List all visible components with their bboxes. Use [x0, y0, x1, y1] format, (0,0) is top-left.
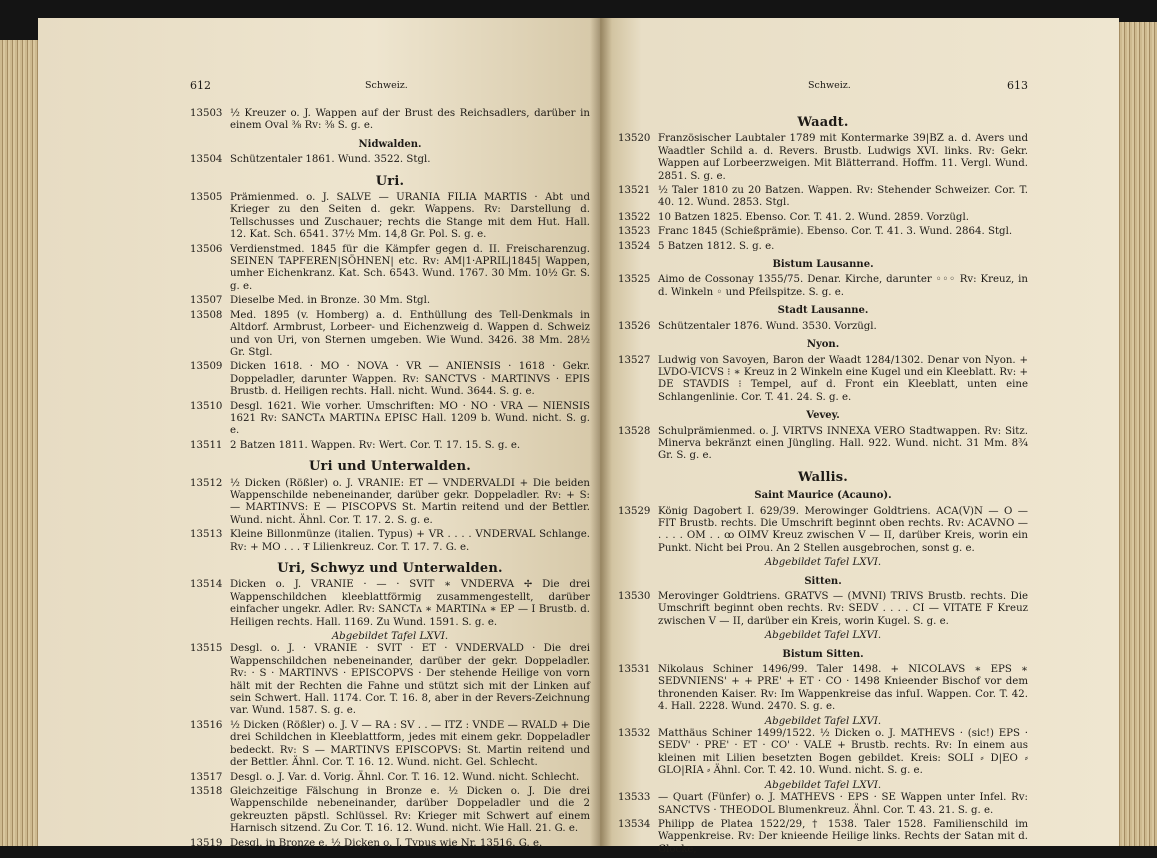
entry-description: — Quart (Fünfer) o. J. MATHEVS · EPS · SE Wappen unter Infel. Rv: SANCTVS · THEODOL Blumenkreuz. Ähnl. Cor. T. 43. 21. S. g. e. [658, 792, 1028, 816]
right-page [600, 18, 1119, 855]
entry-description: Dicken 1618. · MO · NOVA · VR — ANIENSIS · 1618 · Gekr. Doppeladler, darunter Wappen. Rv: SANCTVS · MARTINVS · EPIS Brustb. d. Heiligen rechts. Hall. nicht. Wund. 3644. S. g. e. [230, 361, 590, 398]
catalog-entry [618, 226, 1028, 238]
entry-description: Desgl. o. J. · VRANIE · SVIT · ET · VNDERVALD · Die drei Wappenschildchen nebeneinander, darüber der gekr. Doppeladler. Rv: · S · MARTINVS · EPISCOPVS · Der stehende Heilige von vorn hält mit der Rechten die Fahne und stützt sich mit der Linken auf sein Schwert. Hall. 1174. Cor. T. 16. 8, aber in der Revers-Zeichnung var. Wund. 1587. S. g. e. [230, 643, 590, 717]
catalog-entry [190, 108, 590, 133]
catalog-entry [190, 838, 590, 850]
entry-number: 13505 [190, 192, 223, 204]
catalog-entry [618, 212, 1028, 224]
entry-description: Dieselbe Med. in Bronze. 30 Mm. Stgl. [230, 295, 431, 307]
entry-number: 13528 [618, 425, 651, 437]
entry-description: Verdienstmed. 1845 für die Kämpfer gegen d. II. Freischarenzug. SEINEN TAPFEREN|SÖHNEN| etc. Rv: AM|1·APRIL|1845| Wappen, umher Eichenkranz. Kat. Sch. 6543. Wund. 1767. 30 Mm. 10½ Gr. S. g. e. [230, 243, 590, 292]
entry-description: ½ Dicken (Rößler) o. J. V — RA : SV . . — ITZ : VNDE — RVALD + Die drei Schildchen in Kleeblattform, jedes mit einem gekr. Doppeladler bedeckt. Rv: S — MARTINVS EPISCOPVS: St. Martin reitend und der Bettler. Ähnl. Cor. T. 16. 12. Wund. nicht. Gel. Schlecht. [230, 719, 590, 769]
entry-number: 13525 [618, 274, 651, 286]
catalog-entry [618, 819, 1028, 856]
entry-number: 13512 [190, 477, 223, 489]
plate-reference: Abgebildet Tafel LXVI. [764, 779, 882, 791]
section-heading: Bistum Lausanne. [772, 259, 874, 271]
catalog-entry [618, 321, 1028, 333]
right-page-content [618, 108, 1028, 858]
entry-number: 13523 [618, 226, 651, 238]
catalog-entry [618, 506, 1028, 556]
catalog-entry [190, 310, 590, 360]
plate-reference: Abgebildet Tafel LXVI. [764, 715, 882, 727]
section-heading: Stadt Lausanne. [777, 305, 869, 317]
entry-number: 13533 [618, 792, 651, 804]
entry-number: 13534 [618, 818, 651, 830]
section-heading: Nyon. [806, 339, 840, 351]
entry-number: 13518 [190, 785, 223, 797]
catalog-entry [190, 440, 590, 452]
catalog-entry [190, 720, 590, 770]
entry-description: Merovinger Goldtriens. GRATVS — (MVNI) TRIVS Brustb. rechts. Die Umschrift beginnt oben rechts. Rv: SEDV . . . . CI — VITATE F Kreuz zwischen V — II, darüber ein Kreis, worin Kugel. S. g. e. [658, 591, 1028, 627]
catalog-entry [190, 579, 590, 629]
entry-number: 13531 [618, 664, 651, 676]
plate-reference: Abgebildet Tafel LXVI. [764, 557, 882, 569]
entry-number: 13516 [190, 719, 223, 731]
entry-number: 13510 [190, 400, 223, 412]
entry-description: Nikolaus Schiner 1496/99. Taler 1498. + NICOLAVS ∗ EPS ∗ SEDVNIENS' + + PRE' + ET · CO · 1498 Knieender Bischof vor dem thronenden Kaiser. Rv: Im Wappenkreise das infuI. Wappen. Cor. T. 42. 4. Hall. 2228. Wund. 2470. S. g. e. [658, 664, 1028, 713]
section-heading: Uri, Schwyz und Unterwalden. [277, 561, 503, 576]
entry-number: 13522 [618, 211, 651, 223]
section-heading: Saint Maurice (Acauno). [754, 490, 892, 502]
catalog-entry [618, 426, 1028, 463]
entry-number: 13503 [190, 108, 223, 119]
section-heading: Nidwalden. [358, 138, 422, 150]
right-page-number: 613 [1007, 79, 1028, 92]
entry-description: Franc 1845 (Schießprämie). Ebenso. Cor. T. 41. 3. Wund. 2864. Stgl. [658, 226, 1013, 238]
entry-description: Schützentaler 1861. Wund. 3522. Stgl. [230, 154, 431, 166]
entry-description: Philipp de Platea 1522/29, † 1538. Taler 1528. Familienschild im Wappenkreise. Rv: Der knieende Heilige links. Rechts der Satan mit d. Glocke, [658, 818, 1028, 855]
entry-description: Prämienmed. o. J. SALVE — URANIA FILIA MARTIS · Abt und Krieger zu den Seiten d. gekr. Wappens. Rv: Darstellung d. Tellschusses und Zuschauer; rechts die Stange mit dem Hut. Hall. 12. Kat. Sch. 6541. 37½ Mm. 14,8 Gr. Pol. S. g. e. [230, 192, 590, 241]
entry-number: 13532 [618, 728, 651, 740]
catalog-entry [618, 728, 1028, 778]
entry-number: 13524 [618, 240, 651, 252]
catalog-entry [190, 192, 590, 242]
entry-number: 13530 [618, 591, 651, 602]
entry-description: Desgl. 1621. Wie vorher. Umschriften: MO · NO · VRA — NIENSIS 1621 Rv: SANCTᴧ MARTINᴧ EPISC Hall. 1209 b. Wund. nicht. S. g. e. [230, 400, 590, 437]
catalog-entry [190, 529, 590, 554]
book-page-edges-left [0, 40, 40, 846]
catalog-entry [190, 401, 590, 438]
entry-description: 2 Batzen 1811. Wappen. Rv: Wert. Cor. T. 17. 15. S. g. e. [230, 439, 521, 451]
section-heading: Uri und Unterwalden. [309, 459, 471, 475]
catalog-entry [190, 478, 590, 528]
entry-description: Kleine Billonmünze (italien. Typus) + VR . . . . VNDERVAL Schlange. Rv: + MO . . . ₮ Lilienkreuz. Cor. T. 17. 7. G. e. [230, 529, 590, 553]
entry-number: 13519 [190, 837, 223, 849]
section-heading: Wallis. [798, 469, 848, 485]
entry-number: 13514 [190, 579, 223, 591]
catalog-entry [190, 361, 590, 398]
entry-description: 5 Batzen 1812. S. g. e. [658, 240, 775, 252]
entry-description: Gleichzeitige Fälschung in Bronze e. ½ Dicken o. J. Die drei Wappenschilde nebeneinander, darüber Doppeladler und die 2 gekreuzten päpstl. Schlüssel. Rv: Krieger mit Schwert auf einem Harnisch sitzend. Zu Cor. T. 16. 12. Wund. nicht. Wie Hall. 21. G. e. [230, 785, 590, 835]
left-page [38, 18, 600, 849]
book-gutter [590, 18, 612, 846]
entry-description: König Dagobert I. 629/39. Merowinger Goldtriens. ACA(V)N — O — FIT Brustb. rechts. Die Umschrift beginnt oben rechts. Rv: ACAVNO — . . . . OM . . ꝏ OIMV Kreuz zwischen V — II, darüber Kreis, worin ein Punkt. Nicht bei Prou. An 2 Stellen ausgebrochen, sonst g. e. [658, 505, 1028, 554]
catalog-entry [190, 643, 590, 717]
entry-description: Ludwig von Savoyen, Baron der Waadt 1284/1302. Denar von Nyon. + LVDO-VICVS ⁝ ∗ Kreuz in 2 Winkeln eine Kugel und ein Kleeblatt. Rv: + DE STAVDIS ⁝ Tempel, auf d. Front ein Kleeblatt, unten eine Schlangenlinie. Cor. T. 41. 24. S. g. e. [658, 354, 1028, 403]
right-running-head: Schweiz. [808, 80, 851, 91]
catalog-entry [190, 295, 590, 307]
catalog-entry [190, 772, 590, 784]
entry-number: 13504 [190, 154, 223, 166]
entry-number: 13515 [190, 643, 223, 655]
left-page-number: 612 [190, 79, 211, 92]
plate-reference: Abgebildet Tafel LXVI. [331, 631, 449, 643]
entry-description: Französischer Laubtaler 1789 mit Kontermarke 39|BZ a. d. Avers und Waadtler Schild a. d. Revers. Brustb. Ludwigs XVI. links. Rv: Gekr. Wappen auf Lorbeerzweigen. Mit Blätterrand. Hoffm. 11. Vergl. Wund. 2851. S. g. e. [658, 133, 1028, 182]
catalog-entry [618, 133, 1028, 183]
entry-description: Med. 1895 (v. Homberg) a. d. Enthüllung des Tell-Denkmals in Altdorf. Armbrust, Lorbeer- und Eichenzweig d. Wappen d. Schweiz und von Uri, von Sternen umgeben. Wie Wund. 3426. 38 Mm. 28½ Gr. Stgl. [230, 309, 590, 358]
catalog-entry [618, 792, 1028, 817]
section-heading: Uri. [375, 173, 405, 189]
entry-description: ½ Taler 1810 zu 20 Batzen. Wappen. Rv: Stehender Schweizer. Cor. T. 40. 12. Wund. 2853. Stgl. [658, 185, 1028, 209]
plate-reference: Abgebildet Tafel LXVI. [764, 630, 882, 642]
catalog-entry [618, 664, 1028, 714]
catalog-entry [190, 786, 590, 836]
entry-number: 13521 [618, 185, 651, 197]
catalog-entry [618, 241, 1028, 253]
book-page-edges-right [1117, 22, 1157, 846]
entry-number: 13529 [618, 505, 651, 517]
entry-description: Desgl. in Bronze e. ½ Dicken o. J. Typus wie Nr. 13516. G. e. [230, 837, 543, 849]
left-running-head: Schweiz. [365, 80, 408, 91]
entry-description: Schulprämienmed. o. J. VIRTVS INNEXA VERO Stadtwappen. Rv: Sitz. Minerva bekränzt einen Jüngling. Hall. 922. Wund. nicht. 31 Mm. 8¾ Gr. S. g. e. [658, 425, 1028, 462]
entry-number: 13509 [190, 361, 223, 373]
entry-description: ½ Kreuzer o. J. Wappen auf der Brust des Reichsadlers, darüber in einem Oval ⅜ Rv: ⅜ S. g. e. [230, 108, 590, 132]
entry-number: 13513 [190, 529, 223, 541]
catalog-entry [618, 591, 1028, 628]
entry-number: 13508 [190, 309, 223, 321]
entry-number: 13507 [190, 295, 223, 307]
entry-number: 13527 [618, 354, 651, 366]
entry-description: Schützentaler 1876. Wund. 3530. Vorzügl. [658, 320, 877, 332]
entry-number: 13511 [190, 439, 223, 451]
entry-description: Dicken o. J. VRANIE · — · SVIT ∗ VNDERVA ✢ Die drei Wappenschildchen kleeblattförmig zusammengestellt, darüber einfacher ungekr. Adler. Rv: SANCTᴧ ∗ MARTINᴧ ∗ EP — I Brustb. d. Heiligen rechts. Hall. 1169. Zu Wund. 1591. S. g. e. [230, 579, 590, 628]
entry-number: 13517 [190, 771, 223, 783]
section-heading: Bistum Sitten. [782, 648, 864, 660]
entry-description: ½ Dicken (Rößler) o. J. VRANIE: ET — VNDERVALDI + Die beiden Wappenschilde nebeneinander, darüber gekr. Doppeladler. Rv: + S: — MARTINVS: E — PISCOPVS St. Martin reitend und der Bettler. Wund. nicht. Ähnl. Cor. T. 17. 2. S. g. e. [230, 477, 590, 526]
entry-description: Desgl. o. J. Var. d. Vorig. Ähnl. Cor. T. 16. 12. Wund. nicht. Schlecht. [230, 771, 580, 783]
entry-description: Aimo de Cossonay 1355/75. Denar. Kirche, darunter ◦◦◦ Rv: Kreuz, in d. Winkeln ◦ und Pfeilspitze. S. g. e. [658, 274, 1028, 298]
entry-number: 13520 [618, 133, 651, 145]
entry-description: 10 Batzen 1825. Ebenso. Cor. T. 41. 2. Wund. 2859. Vorzügl. [658, 211, 969, 223]
section-heading: Waadt. [797, 115, 849, 130]
entry-description: Matthäus Schiner 1499/1522. ½ Dicken o. J. MATHEVS · (sic!) EPS · SEDV' · PRE' · ET · CO' · VALE + Brustb. rechts. Rv: In einem aus kleinen mit Lilien besetzten Bogen gebildet. Kreis: SOLI ⸗ D|EO ⸗ GLO|RIA ⸗ Ähnl. Cor. T. 42. 10. Wund. nicht. S. g. e. [658, 728, 1028, 777]
catalog-entry [190, 154, 590, 166]
section-heading: Sitten. [804, 575, 842, 587]
entry-number: 13526 [618, 320, 651, 332]
catalog-entry [190, 244, 590, 294]
catalog-entry [618, 274, 1028, 299]
left-page-content [190, 108, 590, 852]
catalog-entry [618, 355, 1028, 405]
catalog-entry [618, 185, 1028, 210]
section-heading: Vevey. [806, 410, 840, 422]
entry-number: 13506 [190, 243, 223, 255]
